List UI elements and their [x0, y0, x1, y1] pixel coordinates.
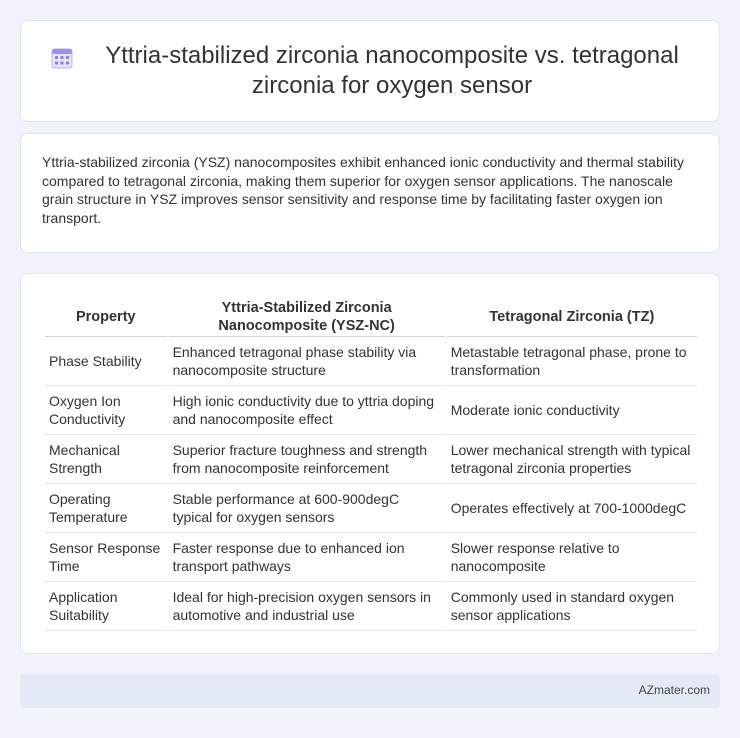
cell-ysz-nc: Stable performance at 600-900degC typical for oxygen sensors: [169, 484, 445, 533]
table-row: [45, 582, 697, 631]
title-wrap: [21, 21, 719, 121]
cell-ysz-nc: Enhanced tetragonal phase stability via nanocomposite structure: [169, 337, 445, 386]
cell-ysz-nc: High ionic conductivity due to yttria doping and nanocomposite effect: [169, 386, 445, 435]
intro-card: [20, 133, 720, 253]
header-tz: Tetragonal Zirconia (TZ): [447, 297, 697, 337]
table-row: [45, 435, 697, 484]
table-row: [45, 337, 697, 386]
title-card: [20, 20, 720, 122]
header-ysz-nc: Yttria-Stabilized Zirconia Nanocomposite (YSZ-NC): [169, 297, 445, 337]
cell-tz: Lower mechanical strength with typical tetragonal zirconia properties: [447, 435, 697, 484]
cell-tz: Moderate ionic conductivity: [447, 386, 697, 435]
cell-property: Oxygen Ion Conductivity: [45, 386, 167, 435]
cell-ysz-nc: Faster response due to enhanced ion transport pathways: [169, 533, 445, 582]
cell-property: Phase Stability: [45, 337, 167, 386]
cell-property: Operating Temperature: [45, 484, 167, 533]
table-header-row: [45, 297, 697, 337]
table-row: [45, 484, 697, 533]
cell-tz: Metastable tetragonal phase, prone to transformation: [447, 337, 697, 386]
comparison-table: [43, 297, 699, 631]
cell-ysz-nc: Superior fracture toughness and strength from nanocomposite reinforcement: [169, 435, 445, 484]
cell-ysz-nc: Ideal for high-precision oxygen sensors in automotive and industrial use: [169, 582, 445, 631]
header-property: Property: [45, 297, 167, 337]
cell-property: Sensor Response Time: [45, 533, 167, 582]
table-row: [45, 533, 697, 582]
calendar-grid-icon: [51, 47, 73, 69]
footer-bar: [20, 674, 720, 708]
cell-property: Application Suitability: [45, 582, 167, 631]
cell-tz: Commonly used in standard oxygen sensor applications: [447, 582, 697, 631]
cell-tz: Slower response relative to nanocomposite: [447, 533, 697, 582]
cell-property: Mechanical Strength: [45, 435, 167, 484]
footer-brand[interactable]: AZmater.com: [638, 683, 710, 697]
table-row: [45, 386, 697, 435]
cell-tz: Operates effectively at 700-1000degC: [447, 484, 697, 533]
comparison-table-card: [20, 273, 720, 654]
intro-paragraph: Yttria-stabilized zirconia (YSZ) nanocomposites exhibit enhanced ionic conductivity and thermal stability compared to tetragonal zirconia, making them superior for oxygen sensor applications. The nanoscale grain structure in YSZ improves sensor sensitivity and response time by facilitating faster oxygen ion transport.: [42, 154, 684, 226]
page-title: Yttria-stabilized zirconia nanocomposite vs. tetragonal zirconia for oxygen sensor: [105, 42, 679, 99]
